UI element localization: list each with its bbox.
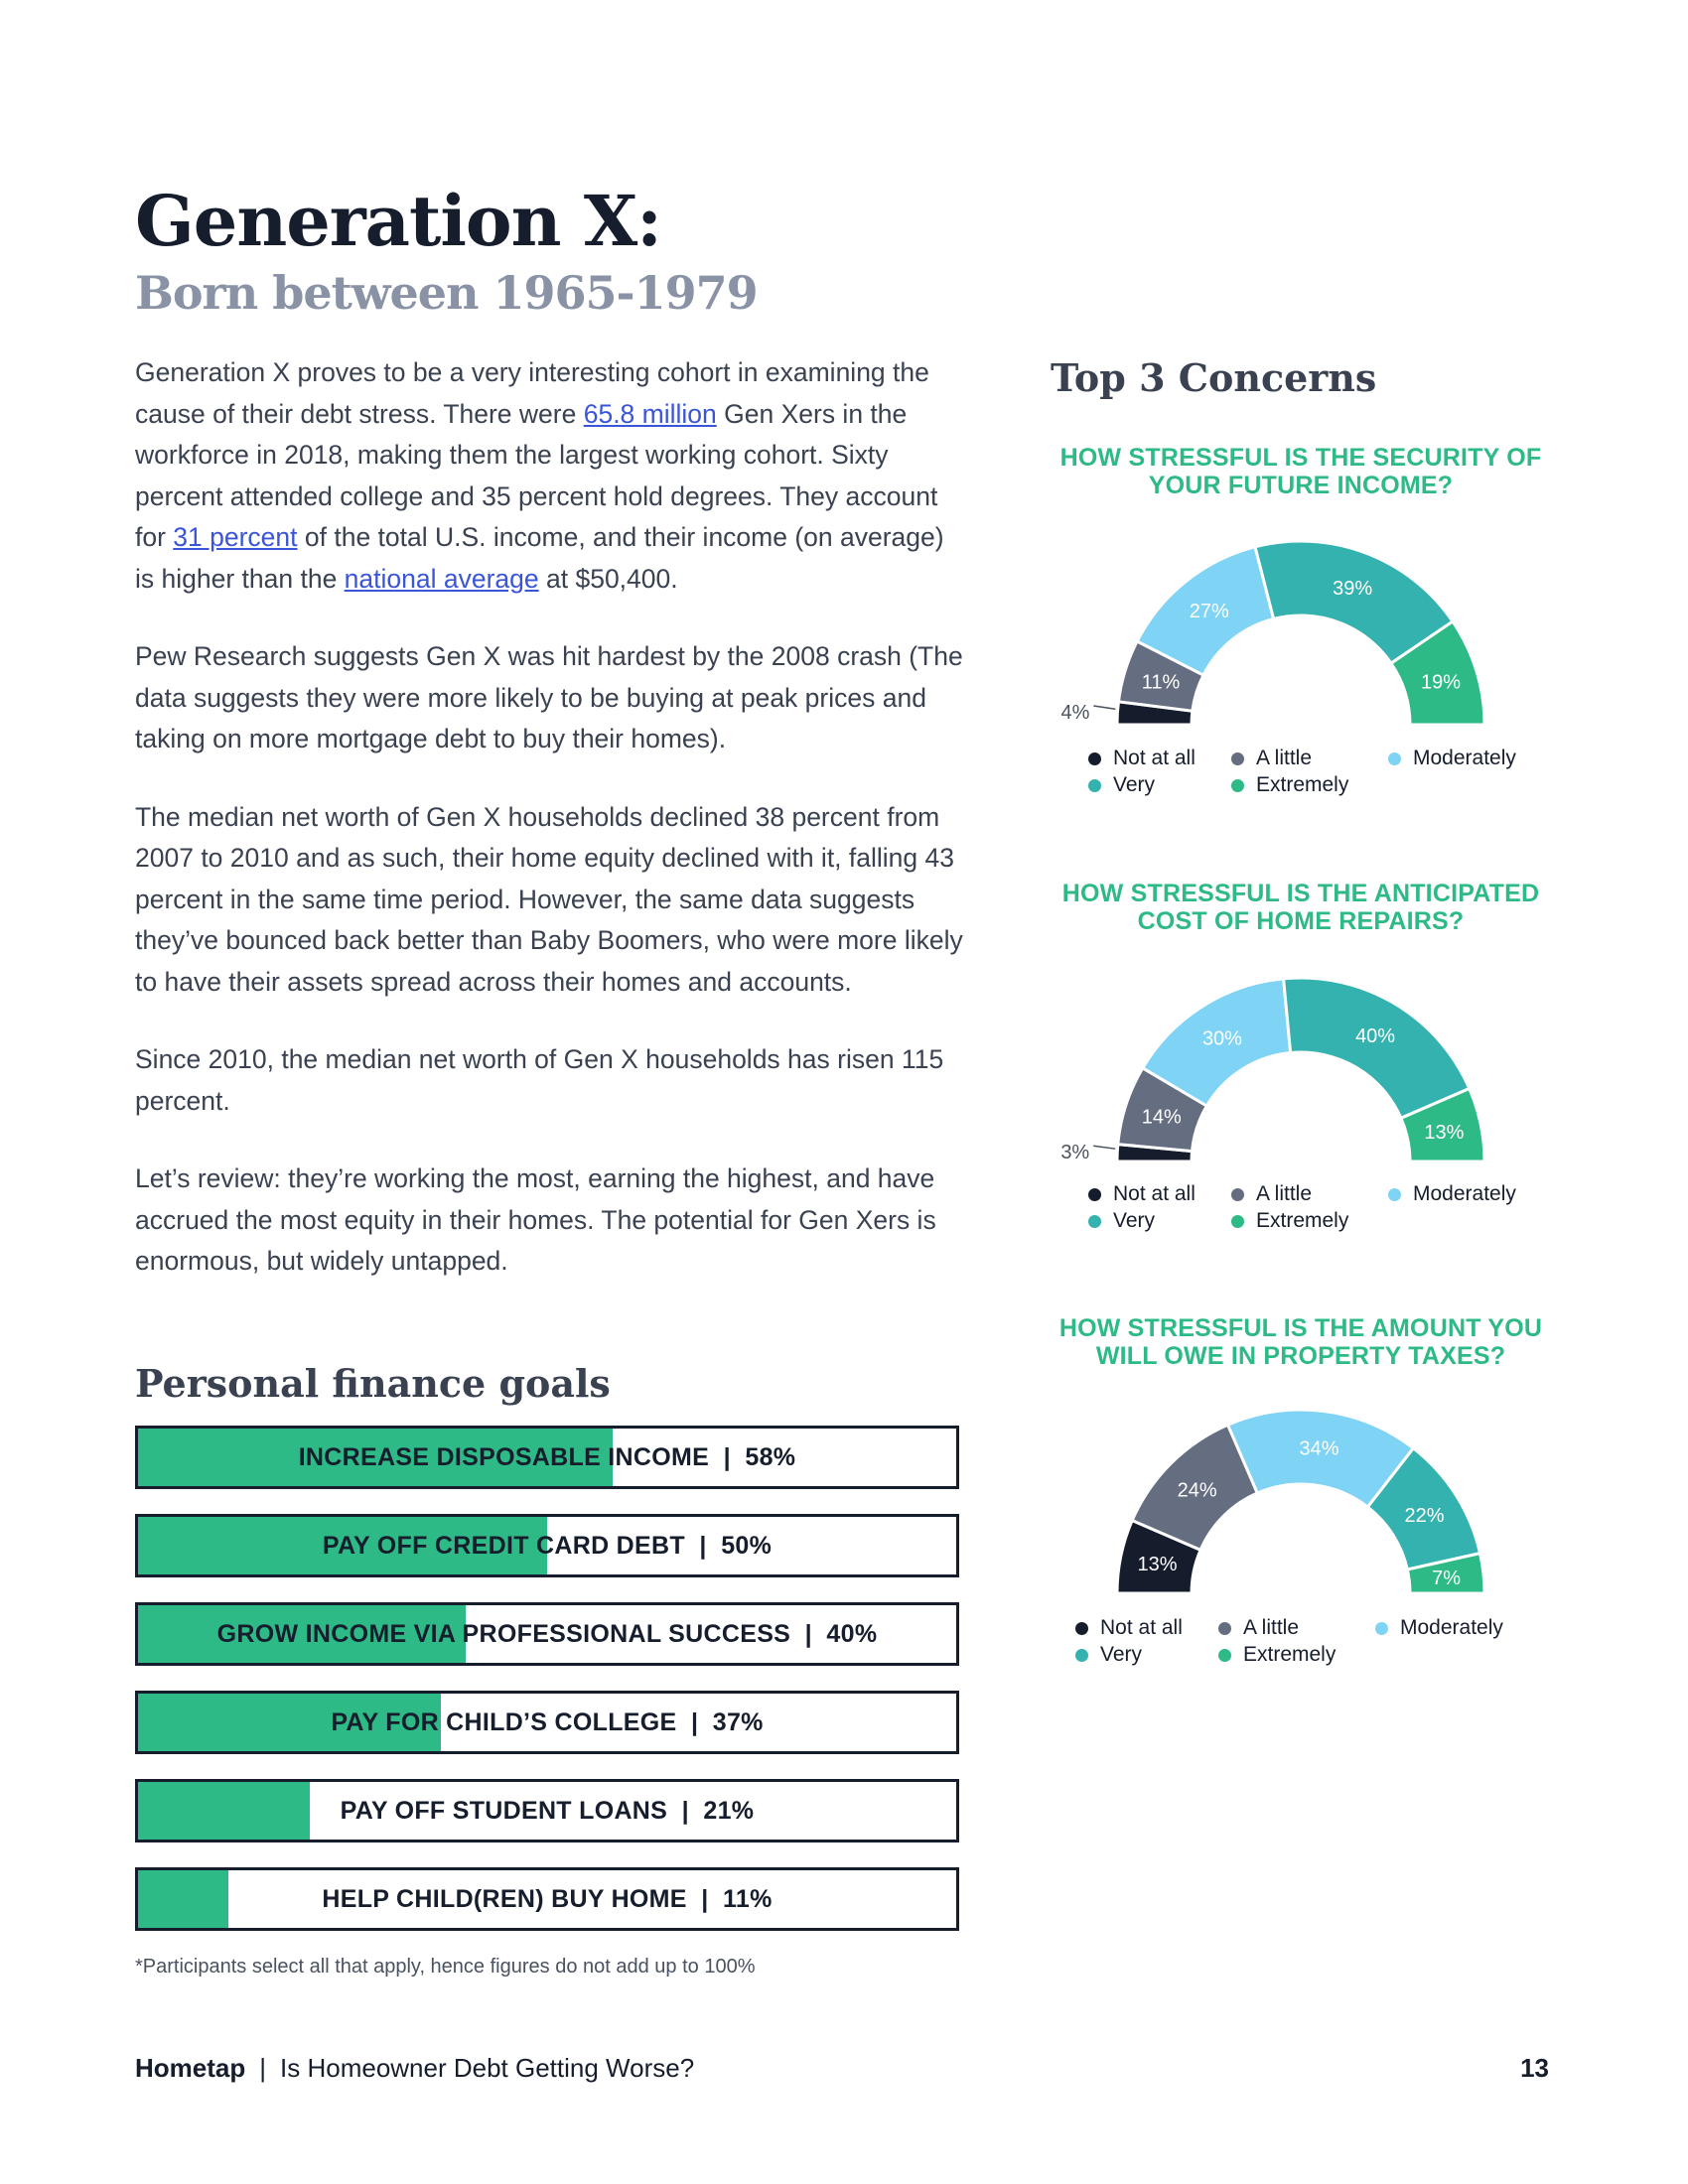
link-national-average[interactable]: national average <box>344 563 539 594</box>
legend-dot-icon <box>1088 1188 1101 1201</box>
paragraph-3: The median net worth of Gen X households declined 38 percent from 2007 to 2010 and as such, their home equity declined with it, falling 43 percent in the same time period. However, the same data suggests they’ve bounced back better than Baby Boomers, who were more likely to have their assets spread across their homes and accounts. <box>135 801 963 997</box>
legend-extremely: Extremely <box>1218 1643 1336 1667</box>
donut-label-a-little: 24% <box>1177 1479 1217 1502</box>
link-31-percent[interactable]: 31 percent <box>173 522 298 552</box>
paragraph-1: Generation X proves to be a very interesting cohort in examining the cause of their debt stress. There were 65.8 million Gen Xers in the workforce in 2018, making them the largest working cohort. Sixty percent attended college and 35 percent hold degrees. They account for 31 percent of the total U.S. income, and their income (on average) is higher than the national average at $50,400. <box>135 357 944 594</box>
legend-dot-icon <box>1231 1188 1244 1201</box>
footer <box>135 2053 694 2084</box>
donut-chart-2 <box>1033 948 1569 1176</box>
legend-dot-icon <box>1088 752 1101 765</box>
legend-not-at-all: Not at all <box>1075 1616 1183 1640</box>
label-leader-line <box>1093 1146 1115 1149</box>
page-subtitle: Born between 1965-1979 <box>135 266 758 320</box>
chart-question-1: HOW STRESSFUL IS THE SECURITY OF YOUR FUTURE INCOME? <box>1059 444 1542 499</box>
legend-dot-icon <box>1388 752 1401 765</box>
goal-bar-label: PAY OFF STUDENT LOANS | 21% <box>340 1796 755 1825</box>
legend-dot-icon <box>1088 1215 1101 1228</box>
legend-very: Very <box>1088 1209 1155 1233</box>
legend-extremely: Extremely <box>1231 1209 1348 1233</box>
goal-bar <box>135 1602 959 1666</box>
legend-moderately: Moderately <box>1375 1616 1503 1640</box>
footnote: *Participants select all that apply, hence figures do not add up to 100% <box>135 1956 756 1978</box>
legend-moderately: Moderately <box>1388 1182 1516 1206</box>
donut-label-extremely: 19% <box>1420 671 1461 694</box>
goal-bar <box>135 1691 959 1754</box>
donut-label-very: 40% <box>1355 1025 1396 1048</box>
legend-not-at-all: Not at all <box>1088 1182 1196 1206</box>
legend-dot-icon <box>1231 752 1244 765</box>
legend-a-little: A little <box>1218 1616 1299 1640</box>
donut-label-very: 39% <box>1333 578 1373 601</box>
donut-label-very: 22% <box>1404 1504 1445 1527</box>
footer-doc-title: Is Homeowner Debt Getting Worse? <box>280 2053 695 2083</box>
paragraph-5: Let’s review: they’re working the most, earning the highest, and have accrued the most equity in their homes. The potential for Gen Xers is enormous, but widely untapped. <box>135 1163 936 1276</box>
goal-bar-label: INCREASE DISPOSABLE INCOME | 58% <box>298 1442 796 1471</box>
page-number: 13 <box>1520 2053 1549 2083</box>
body-copy <box>135 352 969 1319</box>
concerns-title: Top 3 Concerns <box>1051 355 1377 400</box>
legend-extremely: Extremely <box>1231 773 1348 797</box>
donut-chart-1 <box>1033 511 1569 740</box>
legend-dot-icon <box>1388 1188 1401 1201</box>
donut-label-moderately: 30% <box>1201 1027 1242 1050</box>
legend-dot-icon <box>1218 1622 1231 1635</box>
donut-label-a-little: 14% <box>1141 1106 1182 1129</box>
legend-very: Very <box>1075 1643 1142 1667</box>
legend-not-at-all: Not at all <box>1088 747 1196 770</box>
legend-dot-icon <box>1231 1215 1244 1228</box>
goal-bar-label: GROW INCOME VIA PROFESSIONAL SUCCESS | 40% <box>216 1619 878 1648</box>
donut-label-extremely: 7% <box>1432 1567 1462 1589</box>
donut-segment-very <box>1284 978 1470 1118</box>
donut-label-not-at-all: 13% <box>1137 1554 1178 1576</box>
chart-question-2: HOW STRESSFUL IS THE ANTICIPATED COST OF HOME REPAIRS? <box>1061 880 1540 935</box>
legend-moderately: Moderately <box>1388 747 1516 770</box>
legend-dot-icon <box>1218 1649 1231 1662</box>
legend-a-little: A little <box>1231 747 1312 770</box>
legend-very: Very <box>1088 773 1155 797</box>
donut-label-a-little: 11% <box>1141 671 1181 694</box>
footer-brand: Hometap <box>135 2053 246 2083</box>
goal-bar <box>135 1867 959 1931</box>
legend-dot-icon <box>1075 1622 1088 1635</box>
label-leader-line <box>1093 706 1115 709</box>
goal-bar <box>135 1514 959 1577</box>
donut-chart-3 <box>1033 1380 1569 1608</box>
donut-label-moderately: 34% <box>1299 1437 1339 1460</box>
page-title: Generation X: <box>135 180 662 262</box>
goals-title: Personal finance goals <box>135 1361 611 1406</box>
legend-dot-icon <box>1375 1622 1388 1635</box>
legend-dot-icon <box>1075 1649 1088 1662</box>
donut-label-not-at-all: 3% <box>1060 1142 1090 1164</box>
donut-label-extremely: 13% <box>1424 1122 1465 1145</box>
legend-a-little: A little <box>1231 1182 1312 1206</box>
goal-bar-label: HELP CHILD(REN) BUY HOME | 11% <box>322 1884 773 1913</box>
goal-bar <box>135 1426 959 1489</box>
donut-label-moderately: 27% <box>1189 600 1229 622</box>
paragraph-4: Since 2010, the median net worth of Gen X households has risen 115 percent. <box>135 1044 944 1116</box>
goal-bar <box>135 1779 959 1843</box>
legend-dot-icon <box>1088 779 1101 792</box>
goal-bar-label: PAY FOR CHILD’S COLLEGE | 37% <box>331 1707 764 1736</box>
link-65-8-million[interactable]: 65.8 million <box>583 398 717 429</box>
paragraph-2: Pew Research suggests Gen X was hit hardest by the 2008 crash (The data suggests they were more likely to be buying at peak prices and taking on more mortgage debt to buy their homes). <box>135 641 963 753</box>
chart-question-3: HOW STRESSFUL IS THE AMOUNT YOU WILL OWE IN PROPERTY TAXES? <box>1058 1314 1543 1370</box>
donut-label-not-at-all: 4% <box>1060 702 1090 725</box>
footer-separator: | <box>259 2053 267 2083</box>
legend-dot-icon <box>1231 779 1244 792</box>
goal-bar-label: PAY OFF CREDIT CARD DEBT | 50% <box>322 1531 773 1560</box>
